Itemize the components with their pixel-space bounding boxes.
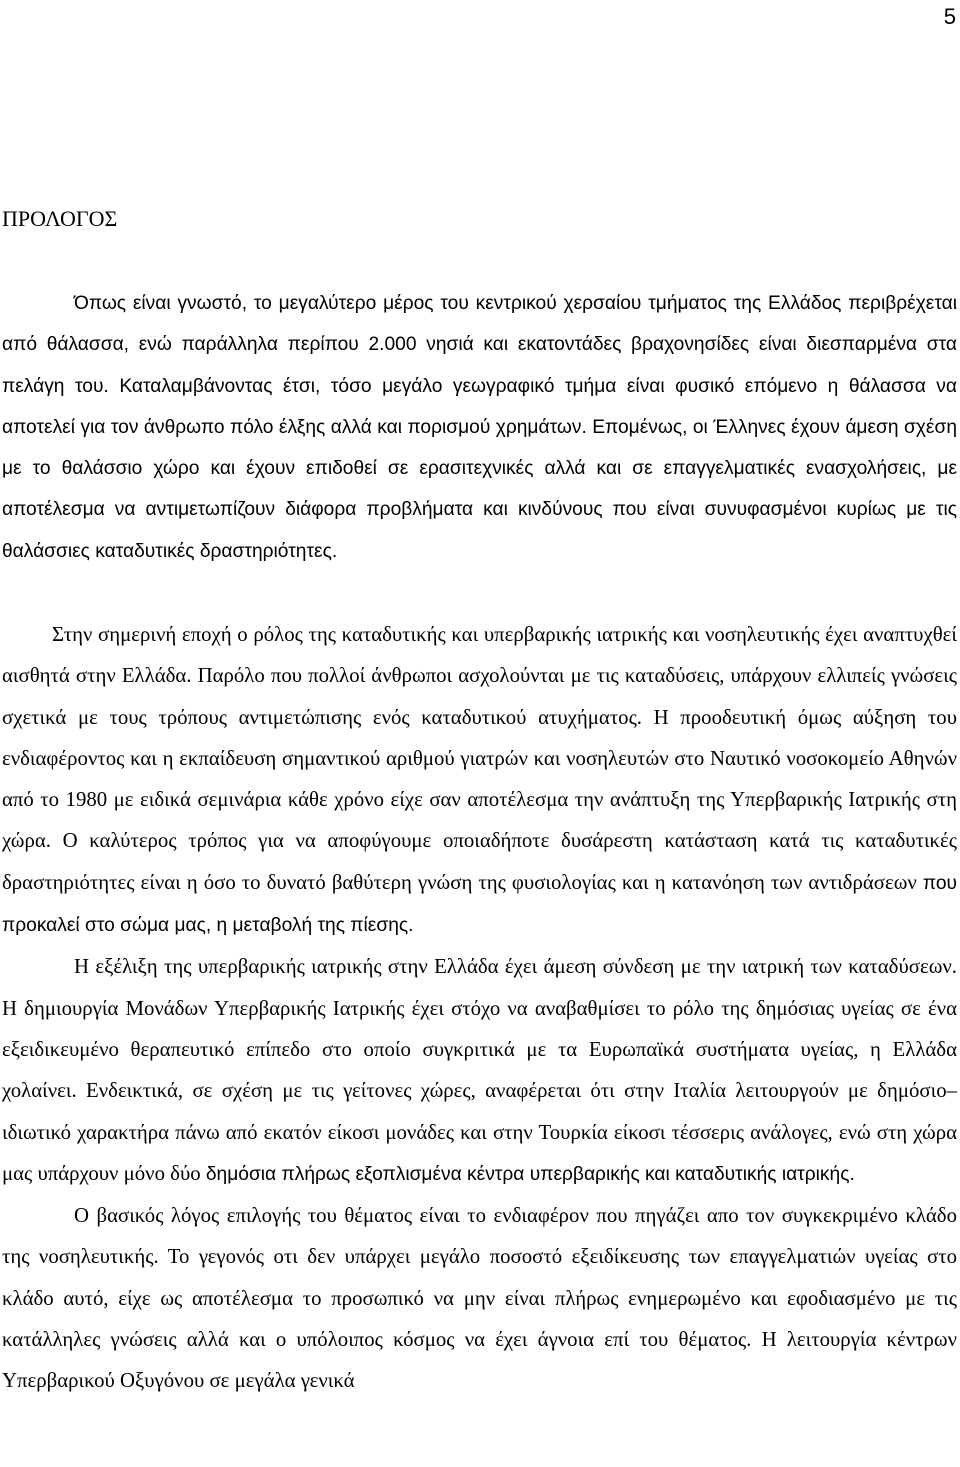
paragraph-3-tail: δημόσια πλήρως εξοπλισμένα κέντρα υπερβαρικής και καταδυτικής ιατρικής. xyxy=(205,1163,855,1185)
paragraph-2-tail: που προκαλεί στο σώμα μας, η μεταβολή της πίεσης. xyxy=(2,872,957,937)
paragraph-3 xyxy=(2,946,957,1195)
body-block xyxy=(2,614,957,1402)
paragraph-2-text: Στην σημερινή εποχή ο ρόλος της καταδυτικής και υπερβαρικής ιατρικής και νοσηλευτικής έχει αναπτυχθεί αισθητά στην Ελλάδα. Παρόλο που πολλοί άνθρωποι ασχολούνται με τις καταδύσεις, υπάρχουν ελλιπείς γνώσεις σχετικά με τους τρόπους αντιμετώπισης ενός καταδυτικού ατυχήματος. Η προοδευτική όμως αύξηση του ενδιαφέροντος και η εκπαίδευση σημαντικού αριθμού γιατρών και νοσηλευτών στο Ναυτικό νοσοκομείο Αθηνών από το 1980 με ειδικά σεμινάρια κάθε χρόνο είχε σαν αποτέλεσμα την ανάπτυξη της Υπερβαρικής Ιατρικής στη χώρα. Ο καλύτερος τρόπος για να αποφύγουμε οποιαδήποτε δυσάρεστη κατάσταση κατά τις καταδυτικές δραστηριότητες είναι η όσο το δυνατό βαθύτερη γνώση της φυσιολογίας και η κατανόηση των αντιδράσεων xyxy=(2,623,957,894)
intro-block xyxy=(2,283,957,572)
paragraph-3-text: Η εξέλιξη της υπερβαρικής ιατρικής στην Ελλάδα έχει άμεση σύνδεση με την ιατρική των καταδύσεων. Η δημιουργία Μονάδων Υπερβαρικής Ιατρικής έχει στόχο να αναβαθμίσει το ρόλο της δημόσιας υγείας σε ένα εξειδικευμένο θεραπευτικό επίπεδο στο οποίο συγκριτικά με τα Ευρωπαϊκά συστήματα υγείας, η Ελλάδα χολαίνει. Ενδεικτικά, σε σχέση με τις γείτονες χώρες, αναφέρεται ότι στην Ιταλία λειτουργούν με δημόσιο– ιδιωτικό χαρακτήρα πάνω από εκατόν είκοσι μονάδες και στην Τουρκία είκοσι τέσσερις ανάλογες, ενώ στη χώρα μας υπάρχουν μόνο δύο xyxy=(2,955,957,1185)
paragraph-4: Ο βασικός λόγος επιλογής του θέματος είναι το ενδιαφέρον που πηγάζει απο τον συγκεκριμένο κλάδο της νοσηλευτικής. Το γεγονός οτι δεν υπάρχει μεγάλο ποσοστό εξειδίκευσης των επαγγελματιών υγείας στο κλάδο αυτό, είχε ως αποτέλεσμα το προσωπικό να μην είναι πλήρως ενημερωμένο και εφοδιασμένο με τις κατάλληλες γνώσεις αλλά και ο υπόλοιπος κόσμος να έχει άγνοια επί του θέματος. Η λειτουργία κέντρων Υπερβαρικού Οξυγόνου σε μεγάλα γενικά xyxy=(2,1204,957,1393)
paragraph-2 xyxy=(2,614,957,946)
page-number: 5 xyxy=(943,4,956,29)
section-title: ΠΡΟΛΟΓΟΣ xyxy=(2,206,118,231)
paragraph-1: Όπως είναι γνωστό, το μεγαλύτερο μέρος του κεντρικού χερσαίου τμήματος της Ελλάδος περιβρέχεται από θάλασσα, ενώ παράλληλα περίπου 2.000 νησιά και εκατοντάδες βραχονησίδες είναι διεσπαρμένα στα πελάγη του. Καταλαμβάνοντας έτσι, τόσο μεγάλο γεωγραφικό τμήμα είναι φυσικό επόμενο η θάλασσα να αποτελεί για τον άνθρωπο πόλο έλξης αλλά και πορισμού χρημάτων. Επομένως, οι Έλληνες έχουν άμεση σχέση με το θαλάσσιο χώρο και έχουν επιδοθεί σε ερασιτεχνικές αλλά και σε επαγγελματικές ενασχολήσεις, με αποτέλεσμα να αντιμετωπίζουν διάφορα προβλήματα και κινδύνους που είναι συνυφασμένοι κυρίως με τις θαλάσσιες καταδυτικές δραστηριότητες. xyxy=(2,293,957,562)
